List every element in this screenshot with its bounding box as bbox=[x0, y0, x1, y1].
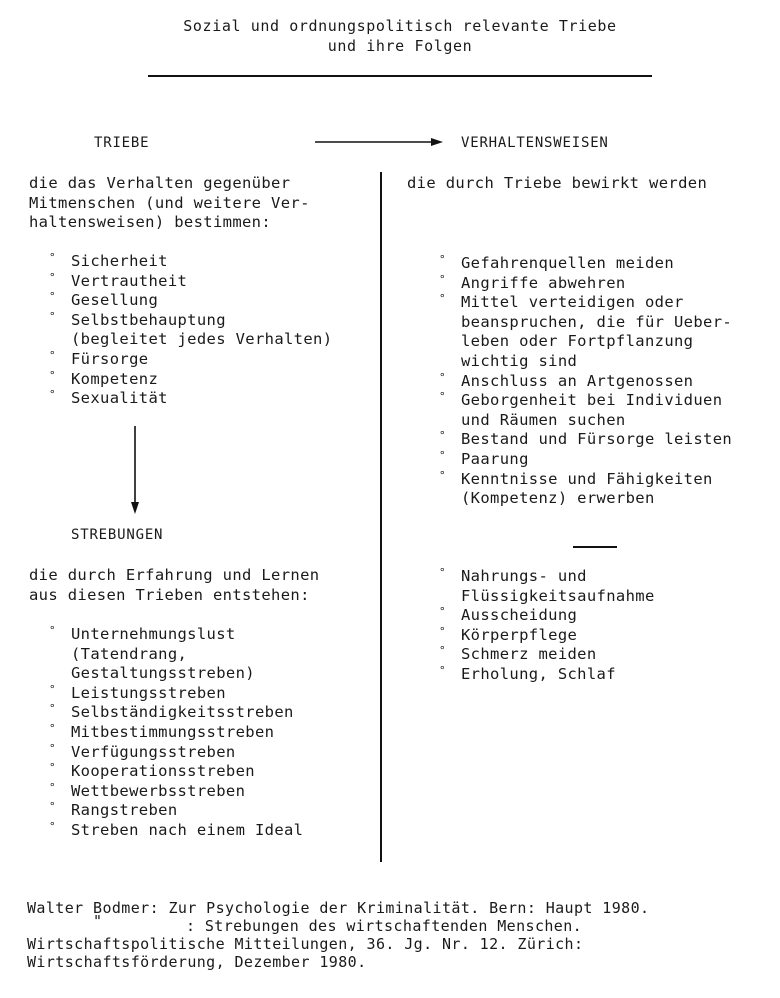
physiologisch-item-text: Schmerz meiden bbox=[461, 645, 597, 664]
verhaltensweisen-list bbox=[439, 254, 732, 509]
trieb-item-text: Fürsorge bbox=[71, 349, 149, 368]
bullet-icon: ° bbox=[439, 468, 446, 482]
strebung-item-text: Streben nach einem Ideal bbox=[71, 820, 304, 839]
bullet-icon: ° bbox=[439, 390, 446, 404]
strebung-item bbox=[49, 801, 303, 821]
strebungen-list bbox=[49, 625, 303, 841]
bullet-icon: ° bbox=[49, 309, 56, 323]
bullet-icon: ° bbox=[49, 780, 56, 794]
bullet-icon: ° bbox=[439, 624, 446, 638]
physiologisch-item bbox=[439, 567, 655, 606]
bullet-icon: ° bbox=[49, 682, 56, 696]
strebung-item-text: Wettbewerbsstreben bbox=[71, 781, 246, 800]
verhaltensweise-item-text: Bestand und Fürsorge leisten bbox=[461, 430, 733, 449]
trieb-item-text: Sexualität bbox=[71, 389, 168, 408]
bullet-icon: ° bbox=[439, 644, 446, 658]
bullet-icon: ° bbox=[49, 721, 56, 735]
ditto-mark: " bbox=[93, 912, 103, 930]
trieb-item bbox=[49, 389, 332, 409]
trieb-item bbox=[49, 350, 332, 370]
reference-3: Wirtschaftspolitische Mitteilungen, 36. Jg. Nr. 12. Zürich: bbox=[27, 935, 584, 953]
strebung-item bbox=[49, 743, 303, 763]
bullet-icon: ° bbox=[49, 819, 56, 833]
physiologisch-item-text: Nahrungs- und Flüssigkeitsaufnahme bbox=[461, 567, 655, 605]
verhaltensweise-item-text: Gefahrenquellen meiden bbox=[461, 254, 674, 272]
reference-4: Wirtschaftsförderung, Dezember 1980. bbox=[27, 953, 367, 971]
trieb-item-text: Kompetenz bbox=[71, 369, 159, 388]
strebung-item bbox=[49, 723, 303, 743]
bullet-icon: ° bbox=[49, 270, 56, 284]
heading-strebungen: STREBUNGEN bbox=[71, 527, 164, 543]
strebung-item-text: Verfügungsstreben bbox=[71, 742, 236, 761]
verhaltensweise-item-text: Mittel verteidigen oder beanspruchen, die für Ueber- leben oder Fortpflanzung wichtig sind bbox=[461, 293, 733, 370]
trieb-item-text: Vertrautheit bbox=[71, 271, 188, 290]
verhaltensweisen-intro: die durch Triebe bewirkt werden bbox=[407, 174, 708, 192]
trieb-item bbox=[49, 291, 332, 311]
strebung-item-text: Unternehmungslust (Tatendrang, Gestaltungsstreben) bbox=[71, 625, 255, 683]
physiologisch-item-text: Ausscheidung bbox=[461, 606, 578, 625]
bullet-icon: ° bbox=[49, 251, 56, 264]
bullet-icon: ° bbox=[49, 348, 56, 362]
bullet-icon: ° bbox=[49, 368, 56, 382]
trieb-item bbox=[49, 311, 332, 350]
right-arrow-icon bbox=[315, 136, 445, 148]
verhaltensweise-item bbox=[439, 391, 732, 430]
bullet-icon: ° bbox=[439, 566, 446, 579]
verhaltensweise-item-text: Kenntnisse und Fähigkeiten (Kompetenz) erwerben bbox=[461, 469, 713, 508]
heading-triebe: TRIEBE bbox=[94, 135, 150, 151]
physiologisch-item bbox=[439, 606, 655, 626]
verhaltensweise-item-text: Paarung bbox=[461, 449, 529, 468]
bullet-icon: ° bbox=[49, 290, 56, 304]
heading-verhaltensweisen: VERHALTENSWEISEN bbox=[461, 135, 609, 151]
verhaltensweise-item-text: Angriffe abwehren bbox=[461, 273, 626, 292]
trieb-item-text: Sicherheit bbox=[71, 252, 168, 270]
trieb-item-text: Selbstbehauptung (begleitet jedes Verhalten) bbox=[71, 310, 333, 349]
bullet-icon: ° bbox=[439, 429, 446, 443]
verhaltensweise-item bbox=[439, 293, 732, 371]
verhaltensweise-item-text: Anschluss an Artgenossen bbox=[461, 371, 694, 390]
bullet-icon: ° bbox=[439, 272, 446, 286]
trieb-item bbox=[49, 252, 332, 272]
trieb-item bbox=[49, 272, 332, 292]
strebung-item-text: Mitbestimmungsstreben bbox=[71, 722, 275, 741]
bullet-icon: ° bbox=[439, 253, 446, 266]
bullet-icon: ° bbox=[49, 800, 56, 814]
physiologisch-item bbox=[439, 626, 655, 646]
bullet-icon: ° bbox=[49, 741, 56, 755]
bullet-icon: ° bbox=[49, 624, 56, 637]
strebungen-intro: die durch Erfahrung und Lernen aus diesen Trieben entstehen: bbox=[29, 566, 320, 604]
strebung-item-text: Selbständigkeitsstreben bbox=[71, 703, 294, 722]
physiologisch-item-text: Erholung, Schlaf bbox=[461, 664, 616, 683]
bullet-icon: ° bbox=[439, 605, 446, 619]
strebung-item bbox=[49, 821, 303, 841]
column-divider bbox=[380, 172, 382, 862]
strebung-item bbox=[49, 684, 303, 704]
trieb-item bbox=[49, 370, 332, 390]
verhaltensweise-item bbox=[439, 372, 732, 392]
title-underline bbox=[148, 75, 652, 77]
bullet-icon: ° bbox=[49, 761, 56, 775]
physiologisch-item bbox=[439, 665, 655, 685]
verhaltensweise-item bbox=[439, 470, 732, 509]
verhaltensweise-item bbox=[439, 254, 732, 274]
verhaltensweise-item bbox=[439, 450, 732, 470]
physiologisch-item bbox=[439, 645, 655, 665]
bullet-icon: ° bbox=[439, 370, 446, 384]
verhaltensweise-item bbox=[439, 274, 732, 294]
verhaltensweise-item bbox=[439, 430, 732, 450]
strebung-item bbox=[49, 703, 303, 723]
bullet-icon: ° bbox=[49, 702, 56, 716]
physiologisch-list bbox=[439, 567, 655, 685]
bullet-icon: ° bbox=[439, 292, 446, 306]
strebung-item bbox=[49, 762, 303, 782]
document-title: Sozial und ordnungspolitisch relevante Triebe bbox=[183, 17, 617, 35]
bullet-icon: ° bbox=[439, 448, 446, 462]
down-arrow-icon bbox=[128, 426, 142, 516]
strebung-item-text: Leistungsstreben bbox=[71, 683, 226, 702]
verhaltensweise-item-text: Geborgenheit bei Individuen und Räumen suchen bbox=[461, 391, 723, 429]
section-separator bbox=[573, 546, 617, 548]
document-subtitle: und ihre Folgen bbox=[327, 37, 473, 55]
strebung-item-text: Rangstreben bbox=[71, 801, 178, 820]
reference-2: : Strebungen des wirtschaftenden Menschen. bbox=[186, 917, 583, 935]
triebe-list bbox=[49, 252, 332, 409]
strebung-item bbox=[49, 625, 303, 684]
physiologisch-item-text: Körperpflege bbox=[461, 625, 578, 644]
reference-1: Walter Bodmer: Zur Psychologie der Kriminalität. Bern: Haupt 1980. bbox=[27, 899, 650, 917]
strebung-item-text: Kooperationsstreben bbox=[71, 762, 255, 781]
strebung-item bbox=[49, 782, 303, 802]
bullet-icon: ° bbox=[49, 388, 56, 402]
trieb-item-text: Gesellung bbox=[71, 291, 159, 310]
bullet-icon: ° bbox=[439, 663, 446, 677]
triebe-intro: die das Verhalten gegenüber Mitmenschen (und weitere Ver- haltensweisen) bestimmen: bbox=[29, 174, 310, 232]
